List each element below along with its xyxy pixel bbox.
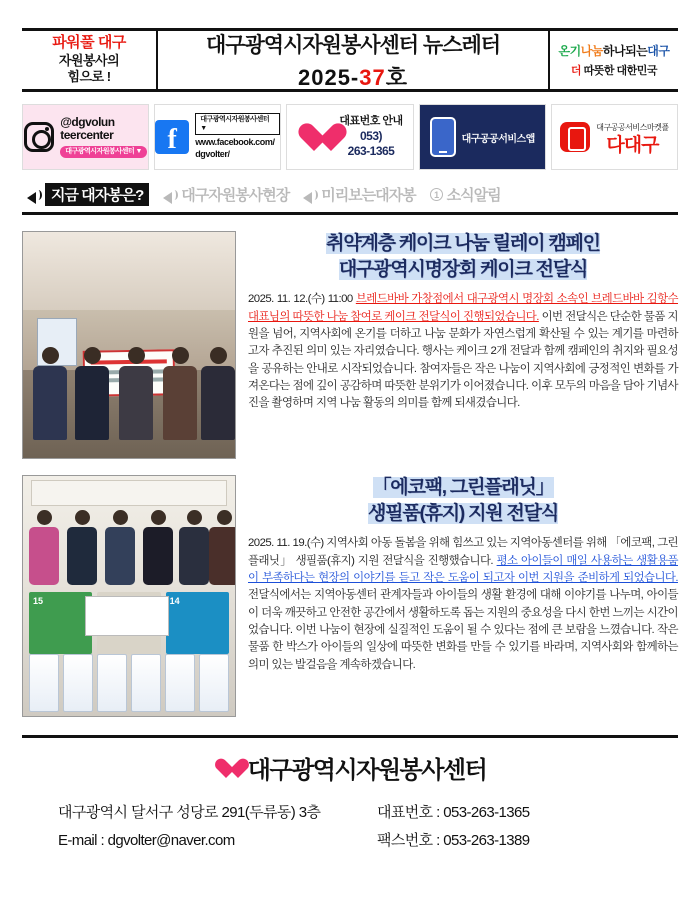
footer-email: E-mail : dgvolter@naver.com [58, 831, 235, 849]
footer-contact-left [22, 799, 359, 855]
tissue-pack [29, 654, 59, 712]
mobile-app-promo[interactable] [419, 104, 546, 170]
tel-label: 대표번호 안내 [339, 115, 403, 128]
article-1-seg-1: 2025. 11. 12.(수) 11:00 [248, 293, 356, 306]
issue-suffix: 호 [385, 64, 409, 90]
footer-contact-right [359, 799, 678, 855]
facebook-link[interactable] [154, 104, 281, 170]
campaign-logo-line-2 [571, 62, 657, 78]
tel-number-line-1: 053) [359, 128, 383, 143]
footer-contact [22, 799, 678, 855]
photo-banner [31, 480, 227, 506]
instagram-icon [24, 122, 54, 152]
issue-number [298, 61, 408, 92]
article-2-body [248, 475, 678, 717]
article-1-text [248, 291, 678, 412]
tel-info[interactable] [286, 104, 413, 170]
photo-placard [85, 596, 169, 636]
campaign-logo-line-1 [559, 42, 670, 59]
person [143, 510, 173, 585]
instagram-handle-line-1: @dgvolun [60, 114, 115, 129]
campaign-word-1: 온기 [558, 44, 581, 58]
person [105, 510, 135, 585]
smartphone-icon [430, 117, 456, 157]
person [201, 347, 235, 440]
article-2-seg-1: 2025. 11. 19.(수) 지역사회 아동 돌봄을 위해 힘쓰고 있는 지역아동센터를 위해 「에코팩, 그린플래닛」 생필품(휴지) 지원 전달식을 진행했습니다. [248, 537, 678, 567]
article-1-title-line-1: 취약계층 케이크 나눔 릴레이 캠페인 [326, 233, 600, 254]
page-title: 대구광역시자원봉사센터 뉴스레터 [205, 33, 501, 57]
campaign-word-3: 하나되는 [602, 44, 648, 58]
header-title-block [158, 31, 550, 89]
speaker-icon [27, 189, 41, 201]
campaign-word-2: 나눔 [580, 44, 603, 58]
slogan-line-2: 자원봉사의 [58, 53, 120, 69]
facebook-info [195, 113, 280, 161]
tab-now-label: 지금 대자봉은? [45, 183, 149, 206]
article-2 [22, 475, 678, 717]
facebook-url-line-2: dgvolter/ [195, 149, 230, 160]
person [163, 347, 197, 440]
newsletter-footer [22, 735, 678, 855]
header-slogan [22, 31, 158, 89]
instagram-handle-line-2: teercenter [60, 128, 114, 143]
slogan-line-1: 파워풀 대구 [52, 34, 126, 52]
article-1-title [248, 231, 678, 282]
instagram-badge: 대구광역시자원봉사센터 ▼ [60, 146, 147, 158]
tab-now[interactable] [22, 182, 154, 207]
instagram-handle [60, 116, 147, 159]
photo-ceiling [23, 232, 235, 310]
person [29, 510, 59, 585]
campaign-word-4: 대구 [647, 44, 670, 58]
article-2-text [248, 535, 678, 674]
tab-news[interactable] [425, 183, 506, 206]
issue-prefix: 2025- [297, 64, 360, 90]
footer-address: 대구광역시 달서구 성당로 291(두류동) 3층 [58, 804, 321, 821]
circle-number-icon: 1 [430, 188, 443, 201]
article-2-seg-2: 평소 아이들이 매일 사용하는 생활용품이 부족하다는 현장의 이야기를 듣고 작은 도움이 되고자 이번 지원을 준비하게 되었습니다. [248, 554, 678, 584]
person [209, 510, 236, 585]
article-1-body [248, 231, 678, 459]
tel-number-line-2: 263-1365 [347, 144, 395, 159]
footer-fax: 팩스번호 : 053-263-1389 [377, 831, 530, 849]
tissue-pack [97, 654, 127, 712]
slogan-line-3: 힘으로 ! [67, 69, 111, 85]
person [67, 510, 97, 585]
article-2-seg-3: 전달식에서는 지역아동센터 관계자들과 아이들의 생활 환경에 대해 이야기를 나누며, 아이들이 더욱 깨끗하고 안전한 공간에서 생활하도록 돕는 지원의 중요성을 다시 한번 느끼는 시간이었습니다. 이번 나눔이 현장에 실질적인 도움이 될 수 있다는 점에 큰 보람을 느꼈습니다. 작은 물품 한 박스가 아이들의 일상에 따뜻한 변화를 만들 수 있기를 바라며, 지역사회와 함께하는 의미 있는 발걸음을 계속하겠습니다. [248, 589, 678, 671]
newsletter-header [22, 28, 678, 92]
article-1-seg-2: 브레드바바 가창점에서 대구광역시 명장회 소속인 브레드바바 김항수 대표님의 따뜻한 나눔 참여로 케이크 전달식이 진행되었습니다. [248, 293, 678, 323]
campaign-word-6: 따뜻한 대한민국 [583, 65, 658, 77]
article-1-seg-3: 이번 전달식은 단순한 물품 지원을 넘어, 지역사회에 온기를 더하고 나눔 문화가 자연스럽게 확산될 수 있는 계기를 마련하고자 추진된 의미 있는 자리였습니다. 행사는 케이크 2개 전달과 함께 캠페인의 취지와 필요성을 공유하는 안내로 시작되었습니다. 참여자들은 작은 나눔이 지역사회에 긍정적인 변화를 가져온다는 점에 깊이 공감하며 따뜻한 분위기가 이어졌습니다. 이후 모두의 마음을 담아 기념사진을 촬영하며 지역 나눔 활동의 의미를 함께 되새겼습니다. [248, 310, 679, 410]
tel-text [339, 114, 402, 159]
photo-people [23, 510, 235, 596]
tab-field-label: 대구자원봉사현장 [181, 187, 290, 204]
facebook-badge: 대구광역시자원봉사센터 ▼ [195, 113, 280, 135]
facebook-url-line-1: www.facebook.com/ [195, 137, 275, 148]
app-icon [560, 122, 590, 152]
footer-org-name: 대구광역시자원봉사센터 [247, 757, 487, 784]
issue-num: 37 [359, 64, 386, 90]
person [179, 510, 209, 585]
article-1 [22, 231, 678, 459]
tab-preview[interactable] [298, 183, 420, 206]
tissue-donation-photo [22, 475, 236, 717]
tab-preview-label: 미리보는대자봉 [321, 187, 416, 204]
daedaegu-text [596, 116, 668, 158]
sdg-box-15-number: 15 [33, 596, 44, 606]
daedaegu-subtitle: 대구공공서비스마켓플 [596, 123, 669, 132]
person [75, 347, 109, 440]
footer-logo [22, 750, 678, 785]
sns-bar [22, 104, 678, 170]
tissue-pack [199, 654, 229, 712]
campaign-word-5: 더 [570, 65, 582, 77]
article-2-title-line-1: 「에코팩, 그린플래닛」 [372, 477, 554, 498]
mobile-app-label: 대구공공서비스앱 [461, 133, 535, 145]
sdg-box-14 [166, 592, 229, 654]
tab-field[interactable] [158, 183, 294, 206]
newsletter-page [0, 28, 700, 904]
article-2-title [248, 475, 678, 526]
sdg-box-14-number: 14 [169, 596, 180, 606]
footer-tel: 대표번호 : 053-263-1365 [377, 804, 530, 821]
speaker-icon [163, 189, 177, 201]
heart-icon [297, 120, 333, 154]
section-tabs [22, 182, 678, 215]
person [33, 347, 67, 440]
tissue-packs [29, 654, 229, 712]
tissue-pack [63, 654, 93, 712]
tissue-pack [165, 654, 195, 712]
cake-donation-photo [22, 231, 236, 459]
speaker-icon [303, 189, 317, 201]
instagram-link[interactable] [22, 104, 149, 170]
heart-icon [214, 756, 240, 780]
campaign-logo [550, 31, 678, 89]
daedaegu-app-link[interactable] [551, 104, 678, 170]
tab-news-label: 소식알림 [446, 187, 501, 204]
daedaegu-title: 다대구 [606, 135, 659, 157]
photo-people [23, 308, 235, 440]
sdg-box-15 [29, 592, 92, 654]
article-2-title-line-2: 생필품(휴지) 지원 전달식 [368, 502, 558, 524]
article-1-title-line-2: 대구광역시명장회 케이크 전달식 [338, 258, 588, 280]
facebook-icon: f [155, 120, 189, 154]
person [119, 347, 153, 440]
tissue-pack [131, 654, 161, 712]
